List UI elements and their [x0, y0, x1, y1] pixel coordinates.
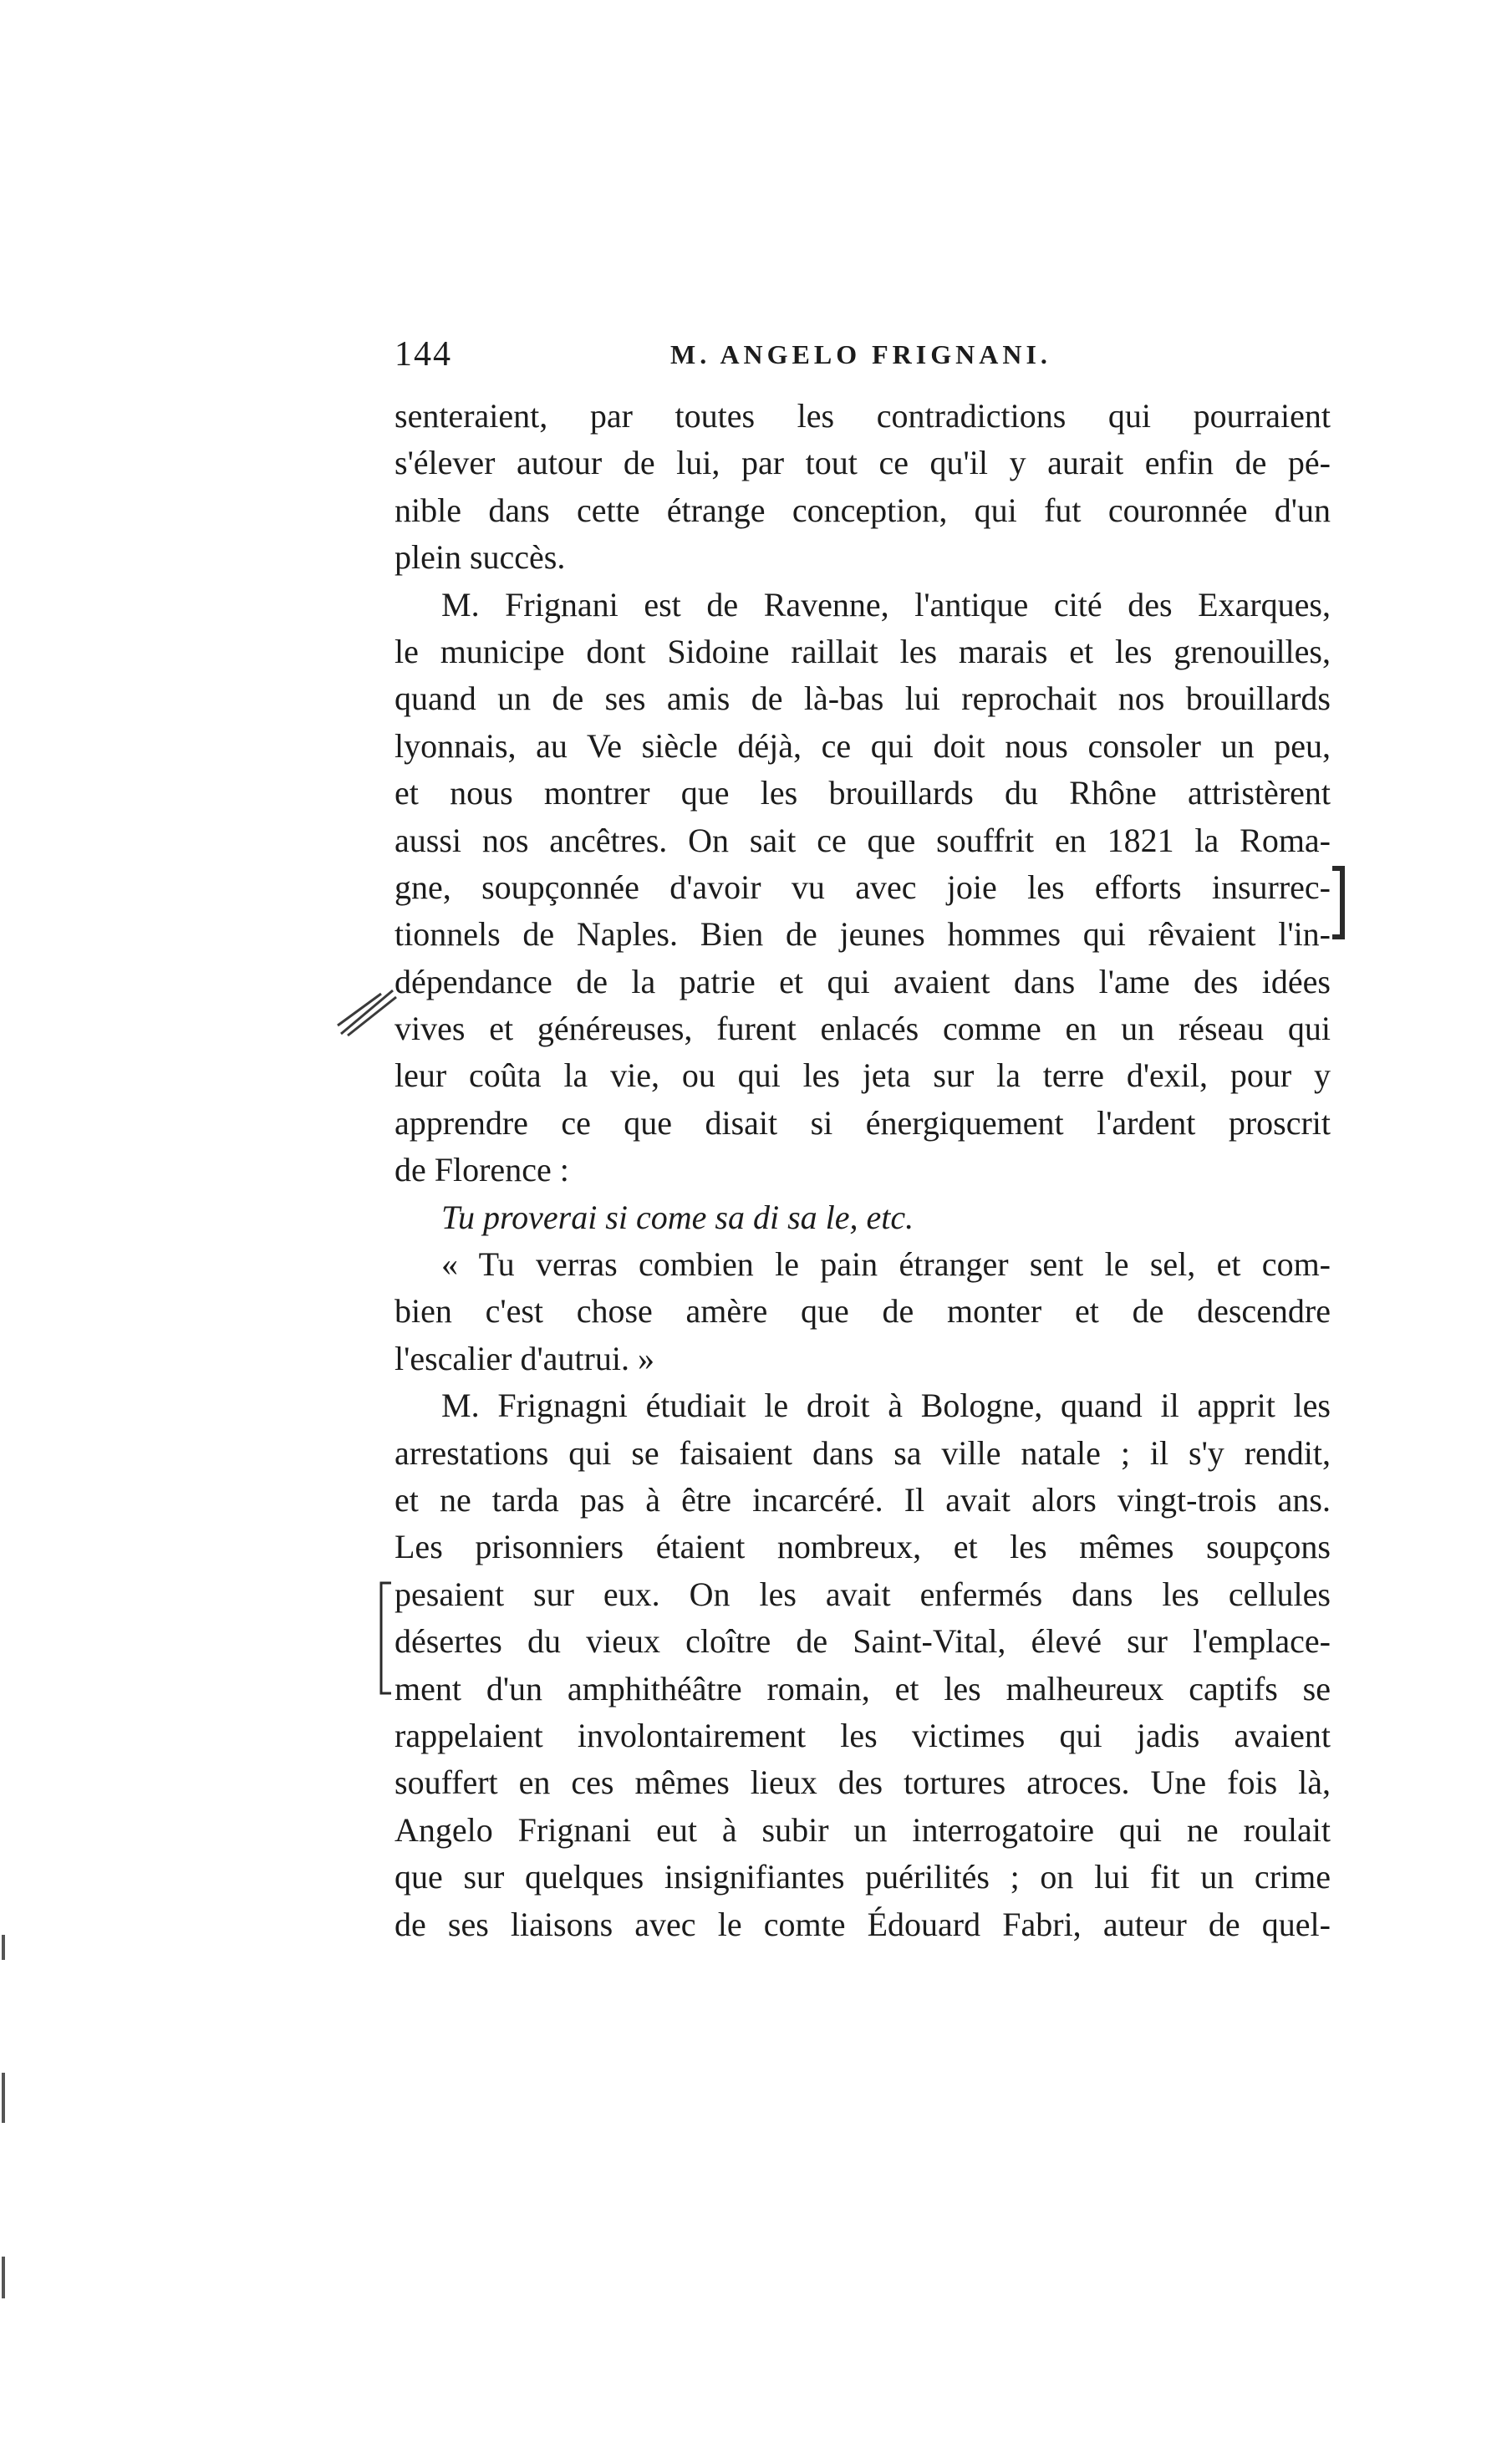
- text-line: et ne tarda pas à être incarcéré. Il avait alors vingt-trois ans.: [395, 1480, 1331, 1519]
- text-line: M. Frignani est de Ravenne, l'antique cité des Exarques,: [441, 585, 1331, 623]
- text-line: de Florence :: [395, 1151, 569, 1189]
- text-line: et nous montrer que les brouillards du Rhône attristèrent: [395, 774, 1331, 812]
- scan-edge-mark: [2, 2257, 5, 2298]
- text-line: aussi nos ancêtres. On sait ce que souffrit en 1821 la Roma-: [395, 821, 1331, 859]
- text-line: rappelaient involontairement les victimes qui jadis avaient: [395, 1716, 1331, 1754]
- margin-bracket-mark: [1329, 865, 1349, 940]
- text-line: souffert en ces mêmes lieux des tortures atroces. Une fois là,: [395, 1763, 1331, 1802]
- text-line: quand un de ses amis de là-bas lui reprochait nos brouillards: [395, 679, 1331, 718]
- pencil-slash-mark: [334, 982, 401, 1041]
- text-line: dépendance de la patrie et qui avaient dans l'ame des idées: [395, 962, 1331, 1000]
- text-line: vives et généreuses, furent enlacés comme en un réseau qui: [395, 1010, 1331, 1048]
- text-line: l'escalier d'autrui. »: [395, 1339, 654, 1377]
- text-line: M. Frignagni étudiait le droit à Bologne, quand il apprit les: [441, 1387, 1331, 1425]
- text-line: bien c'est chose amère que de monter et de descendre: [395, 1292, 1331, 1331]
- body-text: [395, 393, 1331, 1948]
- text-line: « Tu verras combien le pain étranger sent le sel, et com-: [441, 1245, 1331, 1284]
- text-line: désertes du vieux cloître de Saint-Vital, élevé sur l'emplace-: [395, 1622, 1331, 1661]
- text-line: senteraient, par toutes les contradictions qui pourraient: [395, 397, 1331, 435]
- text-line: Les prisonniers étaient nombreux, et les mêmes soupçons: [395, 1528, 1331, 1566]
- text-line: gne, soupçonnée d'avoir vu avec joie les efforts insurrec-: [395, 868, 1331, 906]
- text-line: lyonnais, au Ve siècle déjà, ce qui doit nous consoler un peu,: [395, 726, 1331, 765]
- text-line: que sur quelques insignifiantes puérilités ; on lui fit un crime: [395, 1858, 1331, 1896]
- text-line: de ses liaisons avec le comte Édouard Fabri, auteur de quel-: [395, 1905, 1331, 1943]
- margin-bracket-mark: [374, 1580, 395, 1697]
- text-line: plein succès.: [395, 538, 566, 577]
- text-line: arrestations qui se faisaient dans sa ville natale ; il s'y rendit,: [395, 1433, 1331, 1472]
- page-number: 144: [395, 335, 452, 374]
- scan-edge-mark: [2, 1935, 5, 1960]
- text-line: pesaient sur eux. On les avait enfermés dans les cellules: [395, 1575, 1331, 1613]
- text-line: ment d'un amphithéâtre romain, et les malheureux captifs se: [395, 1669, 1331, 1707]
- text-line: leur coûta la vie, ou qui les jeta sur la terre d'exil, pour y: [395, 1056, 1331, 1095]
- page-header: [395, 334, 1331, 384]
- text-line: nible dans cette étrange conception, qui fut couronnée d'un: [395, 491, 1331, 529]
- running-title: M. ANGELO FRIGNANI.: [670, 339, 1051, 369]
- text-line: tionnels de Naples. Bien de jeunes hommes qui rêvaient l'in-: [395, 915, 1331, 954]
- text-line: Angelo Frignani eut à subir un interrogatoire qui ne roulait: [395, 1810, 1331, 1849]
- scan-edge-mark: [2, 2073, 5, 2123]
- text-line: s'élever autour de lui, par tout ce qu'il y aurait enfin de pé-: [395, 444, 1331, 482]
- text-line: le municipe dont Sidoine raillait les marais et les grenouilles,: [395, 632, 1331, 670]
- italian-quote-line: Tu proverai si come sa di sa le, etc.: [441, 1198, 914, 1236]
- text-line: apprendre ce que disait si énergiquement l'ardent proscrit: [395, 1103, 1331, 1142]
